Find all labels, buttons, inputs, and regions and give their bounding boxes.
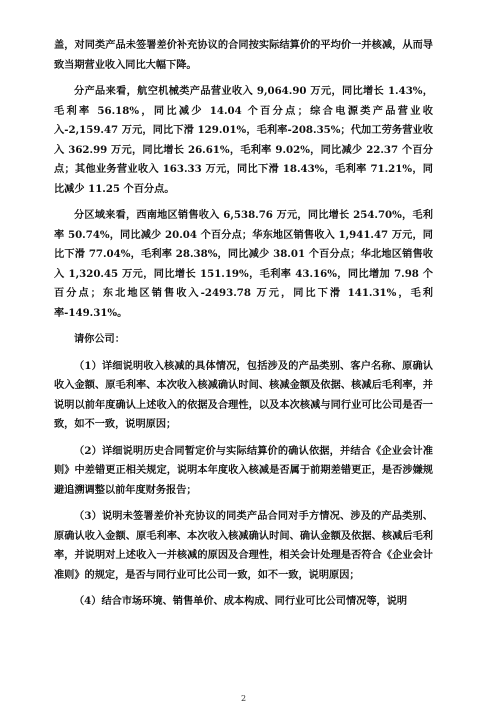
paragraph-question-2: （2）详细说明历史合同暂定价与实际结算价的确认依据，并结合《企业会计准则》中差错更正相关规定，说明本年度收入核减是否属于前期差错更正，是否涉嫌规避追溯调整以前年度财务报告；	[54, 444, 433, 496]
paragraph-question-4: （4）结合市场环境、销售单价、成本构成、同行业可比公司情况等，说明	[74, 595, 408, 607]
paragraph-region-analysis: 分区域来看，西南地区销售收入 6,538.76 万元，同比增长 254.70%，毛利率 50.74%，同比减少 20.04 个百分点；华东地区销售收入 1,941.47 万元，同比下滑 77.04%，毛利率 28.38%，同比减少 38.01 个百分点；华北地区销售收入 1,320.45 万元，同比增长 151.19%，毛利率 43.16%，同比增加 7.98 个百分点；东北地区销售收入-2493.78 万元，同比下滑 141.31%，毛利率-149.31%。	[54, 209, 433, 319]
paragraph-continuation: 盖，对同类产品未签署差价补充协议的合同按实际结算价的平均价一并核减，从而导致当期营业收入同比大幅下降。	[54, 39, 433, 71]
paragraph-question-3: （3）说明未签署差价补充协议的同类产品合同对手方情况、涉及的产品类别、原确认收入金额、原毛利率、本次收入核减确认时间、确认金额及依据、核减后毛利率，并说明对上述收入一并核减的原因及合理性，相关会计处理是否符合《企业会计准则》的规定，是否与同行业可比公司一致，如不一致，说明原因；	[54, 510, 433, 581]
paragraph-question-1: （1）详细说明收入核减的具体情况，包括涉及的产品类别、客户名称、原确认收入金额、原毛利率、本次收入核减确认时间、核减金额及依据、核减后毛利率，并说明以前年度确认上述收入的依据及合理性，以及本次核减与同行业可比公司是否一致，如不一致，说明原因；	[54, 359, 433, 430]
paragraph-product-analysis: 分产品来看，航空机械类产品营业收入 9,064.90 万元，同比增长 1.43%，毛利率 56.18%，同比减少 14.04 个百分点；综合电源类产品营业收入-2,159.47 万元，同比下滑 129.01%，毛利率-208.35%；代加工劳务营业收入 362.99 万元，同比增长 26.61%，毛利率 9.02%，同比减少 22.37 个百分点；其他业务营业收入 163.33 万元，同比下滑 18.43%，毛利率 71.21%，同比减少 11.25 个百分点。	[54, 85, 433, 195]
paragraph-request-heading: 请你公司：	[74, 333, 125, 345]
page-number: 2	[240, 694, 247, 703]
